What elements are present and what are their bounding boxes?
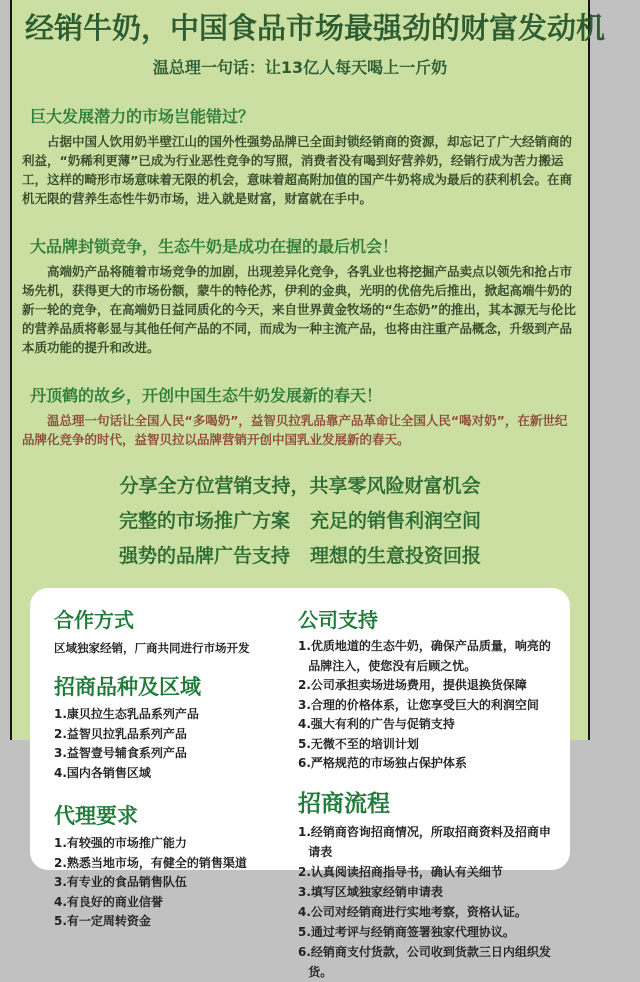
agent-requirements-heading: 代理要求 <box>54 804 138 829</box>
list-item: 5.有一定周转资金 <box>54 914 151 929</box>
page-title: 经销牛奶，中国食品市场最强劲的财富发动机 <box>25 11 606 45</box>
list-item: 1.有较强的市场推广能力 <box>54 836 187 851</box>
list-item: 3.益智壹号辅食系列产品 <box>54 746 187 761</box>
page-subtitle: 温总理一句话：让13亿人每天喝上一斤奶 <box>152 58 448 78</box>
cooperation-text: 区域独家经销，厂商共同进行市场开发 <box>54 641 250 656</box>
list-item: 3.有专业的食品销售队伍 <box>54 875 187 890</box>
promo-block <box>12 469 588 574</box>
promo-line-3b: 理想的生意投资回报 <box>310 545 482 568</box>
info-box-left-column <box>54 598 298 929</box>
promo-line-2 <box>12 504 588 539</box>
promo-line-2b: 充足的销售利润空间 <box>310 510 482 533</box>
list-item: 1.康贝拉生态乳品系列产品 <box>54 707 199 722</box>
list-item: 2.公司承担卖场进场费用，提供退换货保障 <box>298 678 527 693</box>
promo-line-1: 分享全方位营销支持，共享零风险财富机会 <box>119 475 481 498</box>
cooperation-heading: 合作方式 <box>54 608 134 633</box>
list-item: 2.益智贝拉乳品系列产品 <box>54 726 187 741</box>
content-area <box>10 0 606 979</box>
section-brand-competition <box>22 234 578 357</box>
list-item: 2.认真阅读招商指导书，确认有关细节 <box>298 864 503 879</box>
section-heading: 巨大发展潜力的市场岂能错过？ <box>30 107 255 127</box>
section-body: 高端奶产品将随着市场竞争的加剧，出现差异化竞争，各乳业也将挖掘产品卖点以领先和抢占市场先机，获得更大的市场份额，蒙牛的特伦苏，伊利的金典，光明的优倍先后推出，掀起高端牛奶的新一轮的竞争，在高端奶日益同质化的今天，来自世界黄金牧场的“生态奶”的推出，其本源无与伦比的营养品质将彰显与其他任何产品的不同，而成为一种主流产品，也将由注重产品概念，升级到产品本质功能的提升和改进。 <box>22 264 576 356</box>
promo-line-2a: 完整的市场推广方案 <box>118 510 290 533</box>
section-eco-milk-spring <box>22 383 578 449</box>
process-heading: 招商流程 <box>298 790 390 817</box>
products-heading: 招商品种及区域 <box>54 675 201 700</box>
list-item: 4.公司对经销商进行实地考察，资格认证。 <box>298 904 527 919</box>
process-list <box>298 822 560 982</box>
list-item: 5.无微不至的培训计划 <box>298 736 419 751</box>
list-item: 6.经销商支付货款，公司收到货款三日内组织发货。 <box>298 944 551 979</box>
list-item: 4.国内各销售区域 <box>54 765 151 780</box>
section-market-potential <box>22 104 578 208</box>
section-heading: 大品牌封锁竞争，生态牛奶是成功在握的最后机会！ <box>30 237 399 257</box>
section-body-highlight: 温总理一句话让全国人民“多喝奶”，益智贝拉乳品靠产品革命让全国人民“喝对奶”，在新世纪品牌化竞争的时代，益智贝拉以品牌营销开创中国乳业发展新的春天。 <box>22 413 568 448</box>
info-box-right-column <box>298 598 560 979</box>
intro-sections <box>12 104 588 449</box>
list-item: 1.经销商咨询招商情况，所取招商资料及招商申请表 <box>298 824 551 859</box>
company-support-list <box>298 637 560 774</box>
products-list <box>54 705 298 783</box>
agent-requirements-list <box>54 834 298 932</box>
list-item: 4.有良好的商业信誉 <box>54 894 163 909</box>
list-item: 3.填写区域独家经销申请表 <box>298 884 443 899</box>
list-item: 2.熟悉当地市场，有健全的销售渠道 <box>54 855 247 870</box>
company-support-heading: 公司支持 <box>298 608 378 633</box>
list-item: 3.合理的价格体系，让您享受巨大的利润空间 <box>298 697 539 712</box>
section-heading: 丹顶鹤的故乡，开创中国生态牛奶发展新的春天！ <box>30 386 383 406</box>
list-item: 4.强大有利的广告与促销支持 <box>298 717 455 732</box>
promo-line-3a: 强势的品牌广告支持 <box>118 545 290 568</box>
list-item: 1.优质地道的生态牛奶，确保产品质量，响亮的品牌注入，使您没有后顾之忧。 <box>298 639 551 673</box>
info-box <box>30 588 570 979</box>
list-item: 5.通过考评与经销商签署独家代理协议。 <box>298 924 515 939</box>
promo-line-3 <box>12 539 588 574</box>
section-body: 占据中国人饮用奶半壁江山的国外性强势品牌已全面封锁经销商的资源，却忘记了广大经销商的利益，“奶稀利更薄”已成为行业恶性竞争的写照，消费者没有喝到好营养奶，经销行成为苦力搬运工，这样的畸形市场意味着无限的机会，意味着超高附加值的国产牛奶将成为最后的获利机会。在商机无限的营养生态性牛奶市场，进入就是财富，财富就在手中。 <box>22 134 573 207</box>
list-item: 6.严格规范的市场独占保护体系 <box>298 756 467 771</box>
